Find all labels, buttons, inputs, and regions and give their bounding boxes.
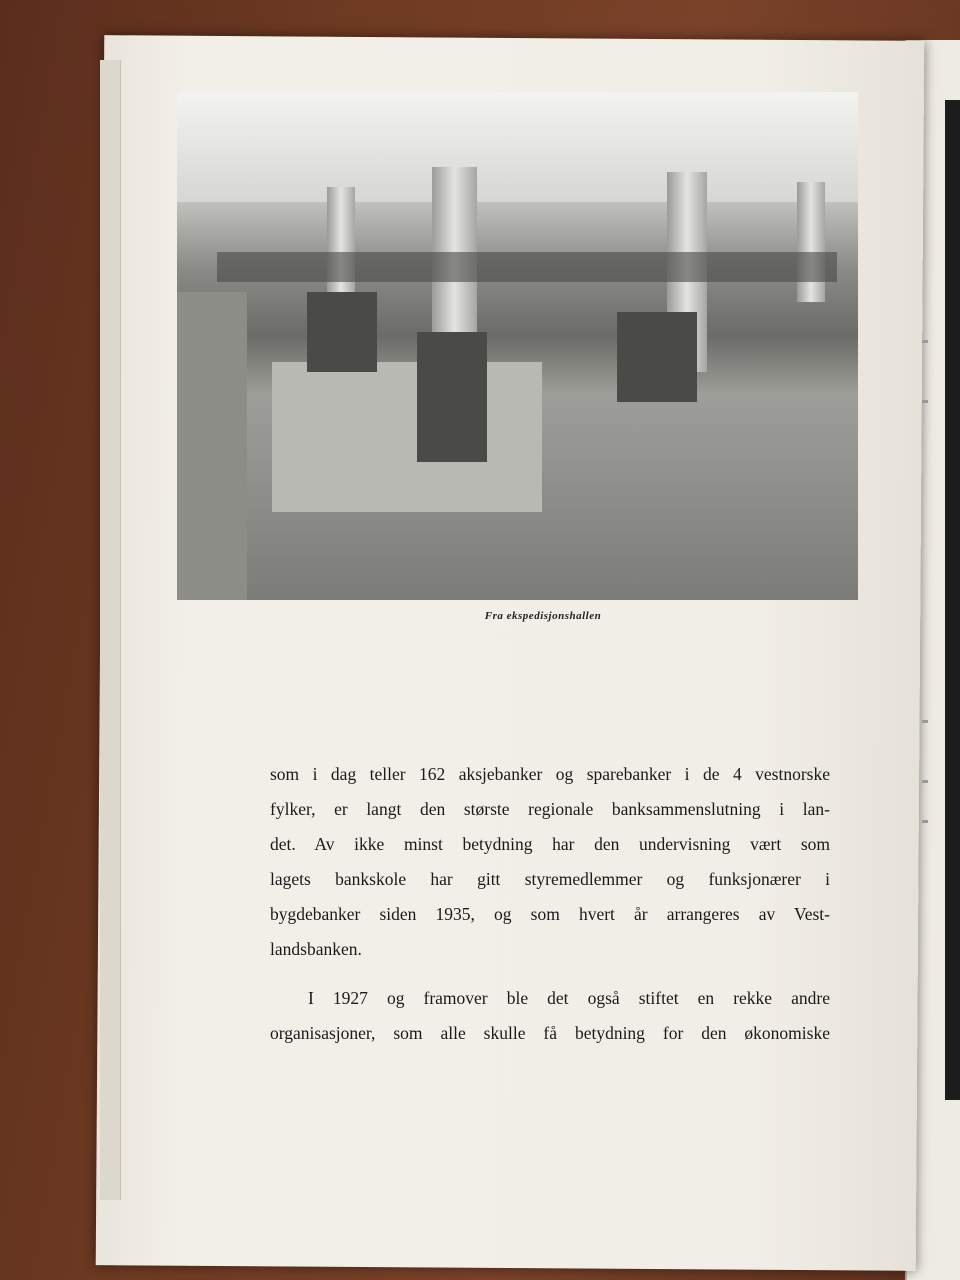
- page-edge: [100, 60, 121, 1200]
- photo-clerk: [617, 312, 697, 402]
- photo-clerk: [417, 332, 487, 462]
- photo-clerk: [307, 292, 377, 372]
- photo-column: [797, 182, 825, 302]
- text-line: det. Av ikke minst betydning har den undervisning vært som: [270, 834, 830, 854]
- text-line: bygdebanker siden 1935, og som hvert år arrangeres av Vest-: [270, 904, 830, 924]
- photo-column: [327, 187, 355, 307]
- photo-counter: [177, 292, 247, 600]
- body-text: [270, 760, 830, 1054]
- photo-ceiling: [177, 92, 858, 202]
- photo-desk-front: [272, 362, 542, 512]
- binding-stitch: [922, 820, 928, 823]
- photo-desks: [217, 252, 837, 282]
- binding-stitch: [922, 400, 928, 403]
- binding-stitch: [922, 340, 928, 343]
- office-hall-photo: [177, 92, 858, 600]
- text-line: organisasjoner, som alle skulle få betydning for den økonomiske: [270, 1023, 830, 1043]
- text-line: landsbanken.: [270, 939, 362, 959]
- photo-caption: Fra ekspedisjonshallen: [484, 610, 602, 622]
- binding-stitch: [922, 780, 928, 783]
- facing-page-photo: [945, 100, 960, 1100]
- text-line: som i dag teller 162 aksjebanker og sparebanker i de 4 vestnorske: [270, 764, 830, 784]
- text-line: lagets bankskole har gitt styremedlemmer og funksjonærer i: [270, 869, 830, 889]
- text-line: fylker, er langt den største regionale banksammenslutning i lan-: [270, 799, 830, 819]
- text-line: I 1927 og framover ble det også stiftet en rekke andre: [308, 988, 830, 1008]
- binding-stitch: [922, 720, 928, 723]
